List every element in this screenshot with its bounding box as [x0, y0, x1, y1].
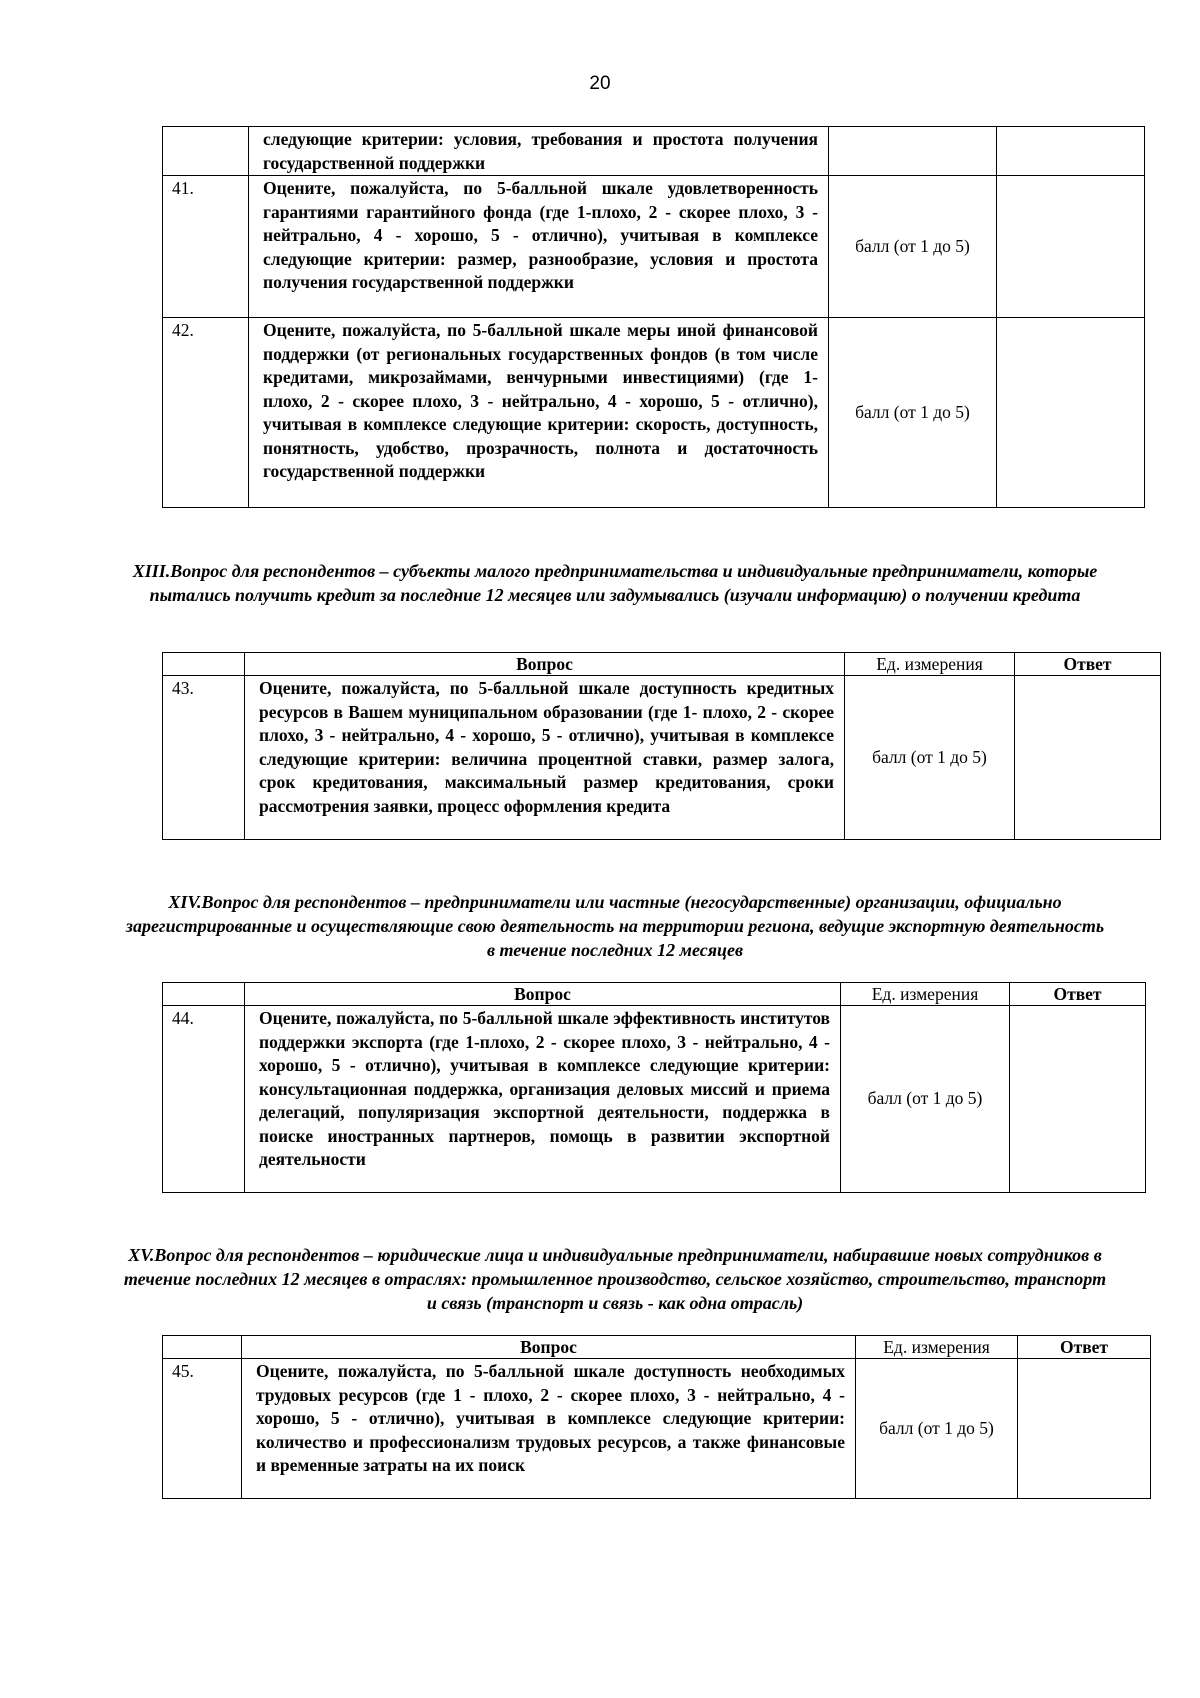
answer-cell[interactable] [1015, 676, 1161, 840]
table-row [163, 1006, 1146, 1193]
table-header-row [163, 1336, 1151, 1359]
answer-cell[interactable] [1018, 1359, 1151, 1499]
header-unit: Ед. измерения [841, 983, 1010, 1006]
unit-cell: балл (от 1 до 5) [841, 1006, 1010, 1193]
unit-cell: балл (от 1 до 5) [856, 1359, 1018, 1499]
section-15-table [162, 1335, 1151, 1499]
header-question: Вопрос [245, 653, 845, 676]
table-header-row [163, 653, 1161, 676]
table-row [163, 1359, 1151, 1499]
table-row [163, 127, 1145, 176]
section-14-title: XIV.Вопрос для респондентов – предприниматели или частные (негосударственные) организации, официально зарегистрированные и осуществляющие свою деятельность на территории региона, ведущие экспортную деятельность в течение последних 12 месяцев [125, 892, 1105, 960]
header-num [163, 653, 245, 676]
answer-cell[interactable] [997, 318, 1145, 508]
unit-cell: балл (от 1 до 5) [845, 676, 1015, 840]
unit-cell [829, 127, 997, 176]
section-15-title: XV.Вопрос для респондентов – юридические лица и индивидуальные предприниматели, набиравшие новых сотрудников в течение последних 12 месяцев в отраслях: промышленное производство, сельское хозяйство, строительство, транспорт и связь (транспорт и связь - как одна отрасль) [123, 1245, 1107, 1313]
header-answer: Ответ [1015, 653, 1161, 676]
table-row [163, 318, 1145, 508]
header-num [163, 983, 245, 1006]
unit-cell: балл (от 1 до 5) [829, 176, 997, 318]
question-text: Оцените, пожалуйста, по 5-балльной шкале доступность необходимых трудовых ресурсов (где 1 - плохо, 2 - скорее плохо, 3 - нейтрально, 4 - хорошо, 5 - отлично), учитывая в комплексе следующие критерии: количество и профессионализм трудовых ресурсов, а также финансовые и временные затраты на их поиск [242, 1359, 856, 1499]
header-unit: Ед. измерения [856, 1336, 1018, 1359]
page-number: 20 [589, 73, 611, 94]
answer-cell[interactable] [1010, 1006, 1146, 1193]
question-text: Оцените, пожалуйста, по 5-балльной шкале эффективность институтов поддержки экспорта (где 1-плохо, 2 - скорее плохо, 3 - нейтрально, 4 - хорошо, 5 - отлично), учитывая в комплексе следующие критерии: консультационная поддержка, организация деловых миссий и приема делегаций, популяризация экспортной деятельности, поддержка в поиске иностранных партнеров, помощь в развитии экспортной деятельности [245, 1006, 841, 1193]
question-number: 45. [163, 1359, 242, 1499]
question-number: 44. [163, 1006, 245, 1193]
header-question: Вопрос [245, 983, 841, 1006]
table-row [163, 176, 1145, 318]
questions-table-continued [162, 126, 1145, 508]
question-number [163, 127, 249, 176]
header-question: Вопрос [242, 1336, 856, 1359]
question-text: Оцените, пожалуйста, по 5-балльной шкале доступность кредитных ресурсов в Вашем муниципальном образовании (где 1- плохо, 2 - скорее плохо, 3 - нейтрально, 4 - хорошо, 5 - отлично), учитывая в комплексе следующие критерии: величина процентной ставки, размер залога, срок кредитования, максимальный размер кредитования, сроки рассмотрения заявки, процесс оформления кредита [245, 676, 845, 840]
header-unit: Ед. измерения [845, 653, 1015, 676]
header-answer: Ответ [1018, 1336, 1151, 1359]
question-text: Оцените, пожалуйста, по 5-балльной шкале удовлетворенность гарантиями гарантийного фонда (где 1-плохо, 2 - скорее плохо, 3 - нейтрально, 4 - хорошо, 5 - отлично), учитывая в комплексе следующие критерии: размер, разнообразие, условия и простота получения государственной поддержки [249, 176, 829, 318]
question-number: 42. [163, 318, 249, 508]
header-answer: Ответ [1010, 983, 1146, 1006]
answer-cell[interactable] [997, 127, 1145, 176]
section-13-table [162, 652, 1161, 840]
answer-cell[interactable] [997, 176, 1145, 318]
unit-cell: балл (от 1 до 5) [829, 318, 997, 508]
question-text: следующие критерии: условия, требования и простота получения государственной поддержки [249, 127, 829, 176]
question-number: 43. [163, 676, 245, 840]
section-14-table [162, 982, 1146, 1193]
question-number: 41. [163, 176, 249, 318]
section-13-title: XIII.Вопрос для респондентов – субъекты малого предпринимательства и индивидуальные предприниматели, которые пытались получить кредит за последние 12 месяцев или задумывались (изучали информацию) о получении кредита [132, 561, 1098, 605]
table-header-row [163, 983, 1146, 1006]
question-text: Оцените, пожалуйста, по 5-балльной шкале меры иной финансовой поддержки (от региональных государственных фондов (в том числе кредитами, микрозаймами, венчурными инвестициями) (где 1- плохо, 2 - скорее плохо, 3 - нейтрально, 4 - хорошо, 5 - отлично), учитывая в комплексе следующие критерии: скорость, доступность, понятность, удобство, прозрачность, полнота и достаточность государственной поддержки [249, 318, 829, 508]
header-num [163, 1336, 242, 1359]
table-row [163, 676, 1161, 840]
